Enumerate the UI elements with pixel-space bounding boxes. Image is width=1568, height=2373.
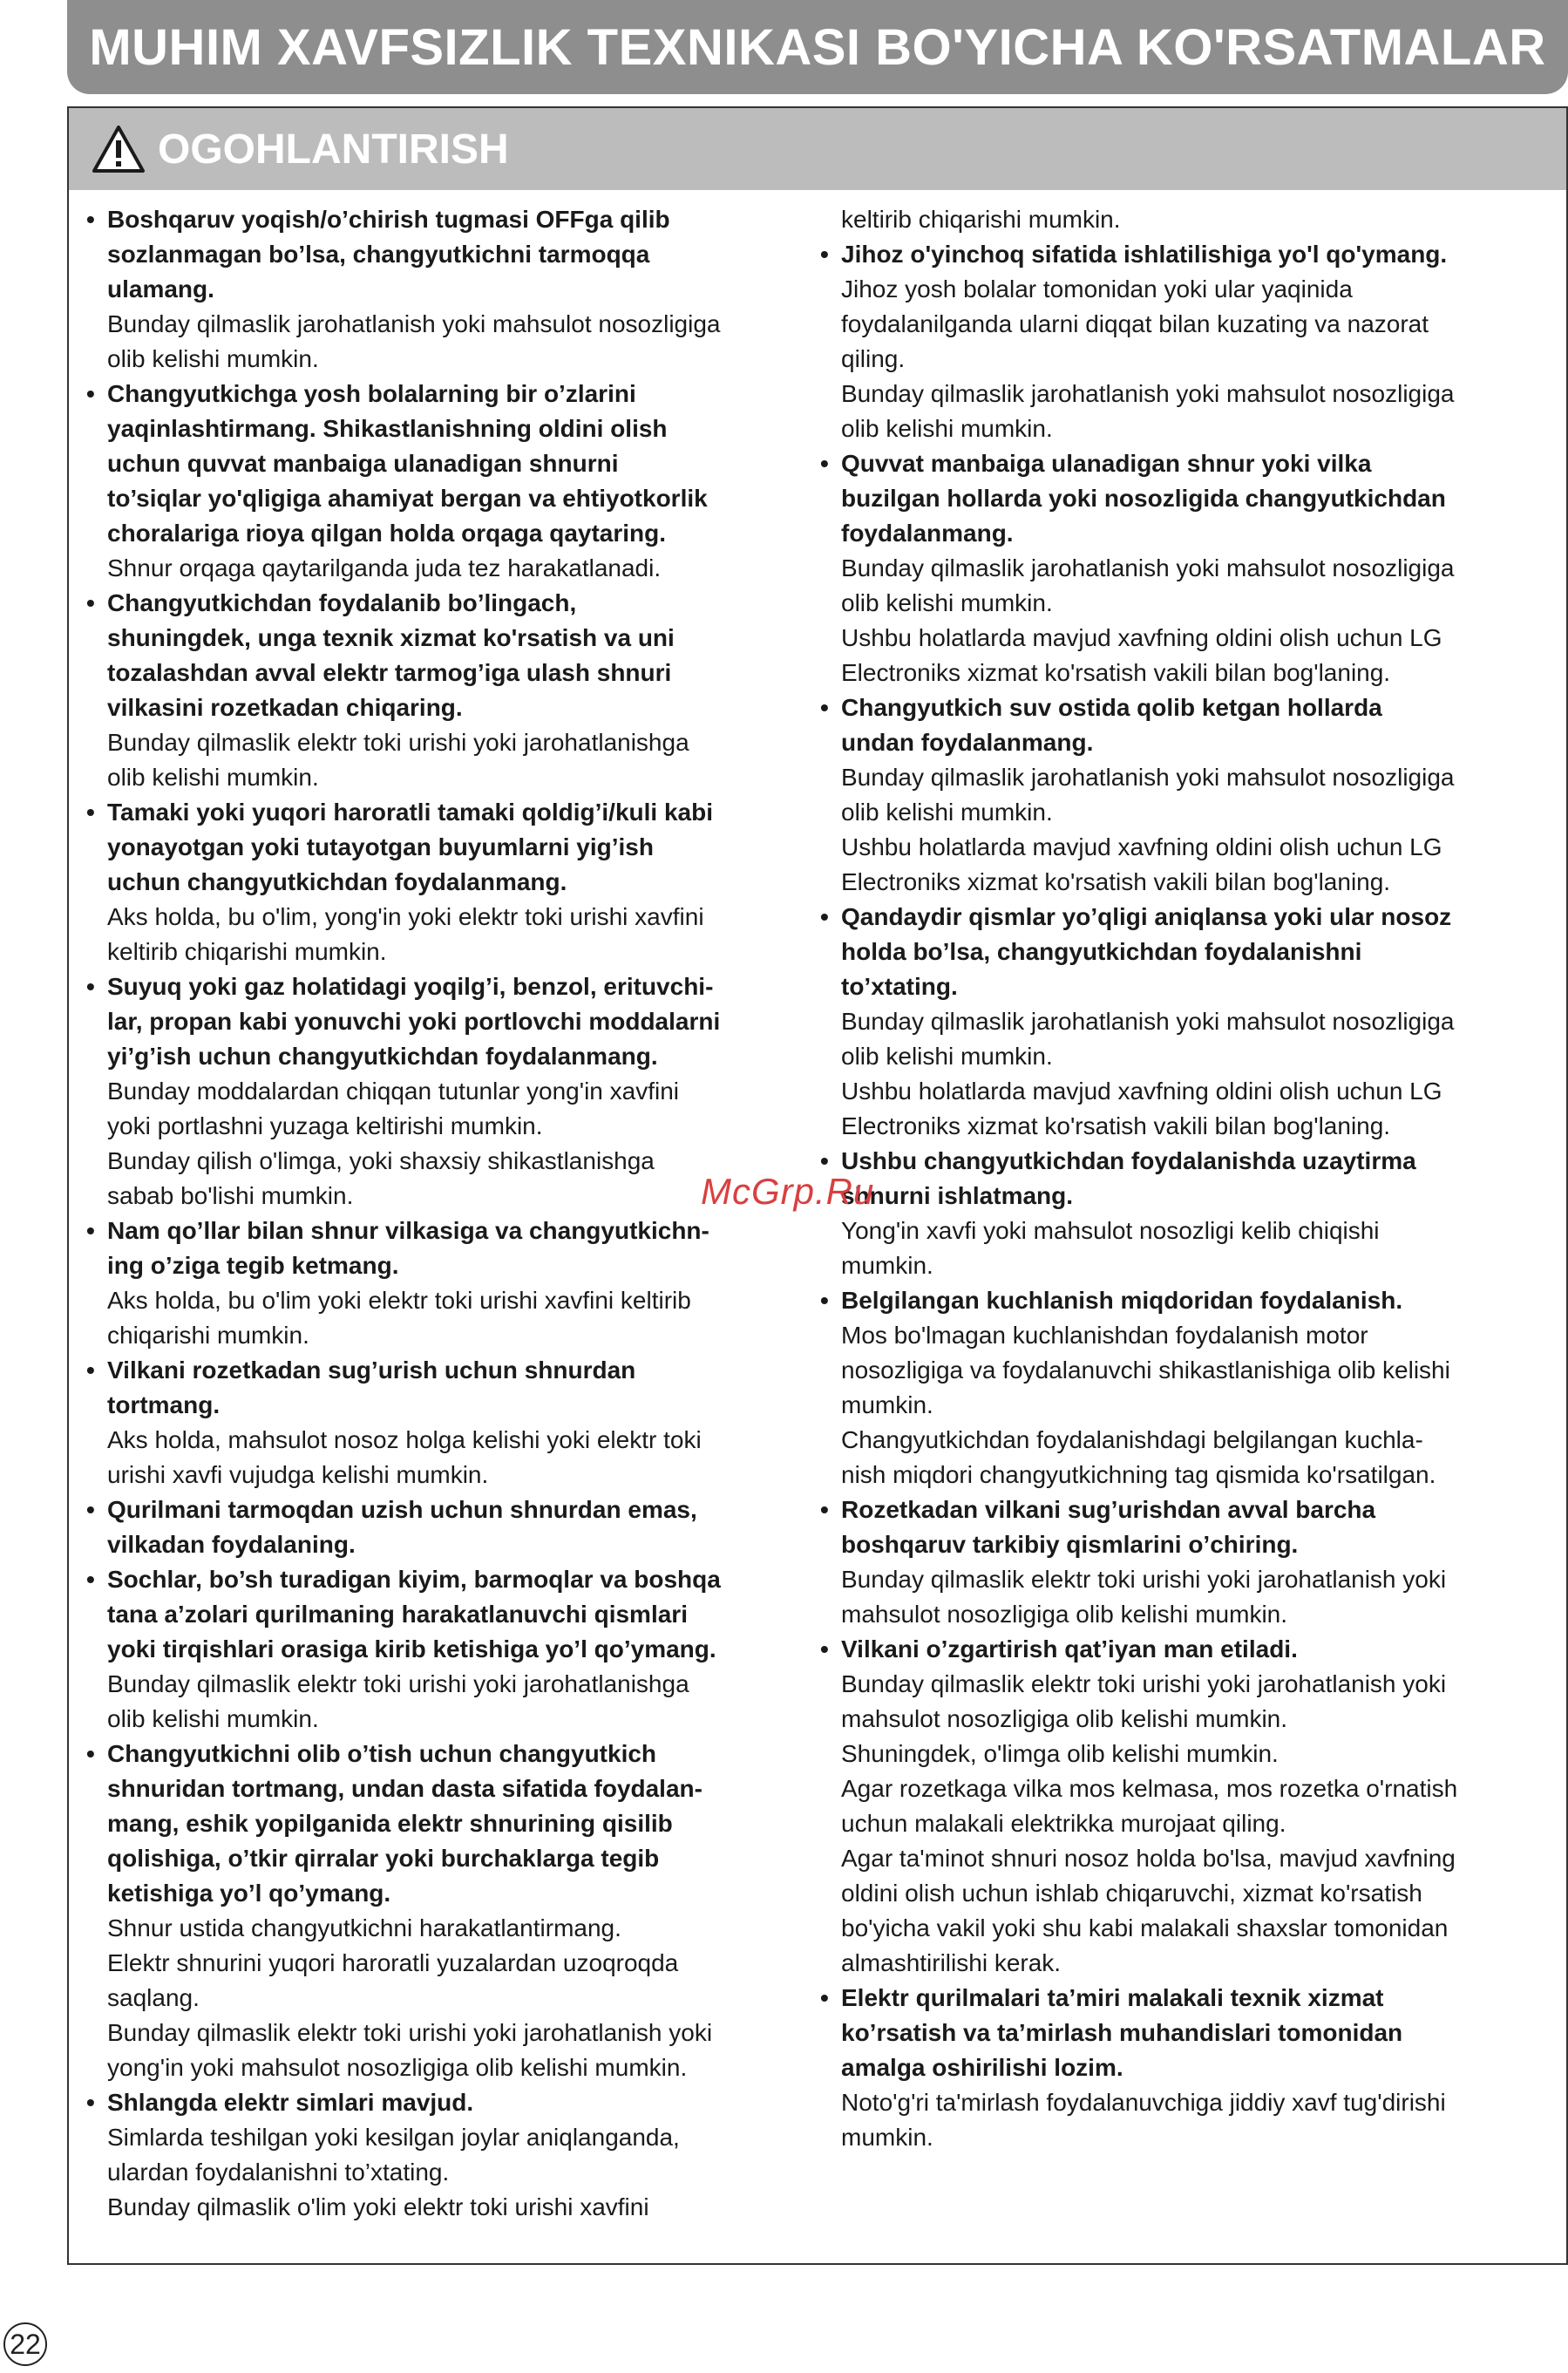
warning-item <box>820 1492 1559 1632</box>
warning-text-line: uchun malakali elektrikka murojaat qiling. <box>841 1810 1286 1837</box>
warning-text-line: olib kelishi mumkin. <box>107 764 319 791</box>
warning-text-line: Bunday qilmaslik jarohatlanish yoki mahsulot nosozligiga <box>841 1008 1455 1035</box>
warning-text-line: Simlarda teshilgan yoki kesilgan joylar aniqlanganda, <box>107 2124 680 2151</box>
warning-text-line: Aks holda, mahsulot nosoz holga kelishi yoki elektr toki <box>107 1426 702 1453</box>
bullet: • <box>820 694 829 721</box>
bullet: • <box>86 589 95 616</box>
warning-text-line: Bunday qilmaslik elektr toki urishi yoki jarohatlanishga <box>107 729 689 756</box>
warning-text-line: Bunday qilmaslik elektr toki urishi yoki jarohatlanish yoki <box>841 1566 1447 1593</box>
warning-heading-line: Ushbu changyutkichdan foydalanishda uzaytirma <box>841 1147 1416 1174</box>
warning-heading-line: Jihoz o'yinchoq sifatida ishlatilishiga yo'l qo'ymang. <box>841 241 1448 268</box>
warning-heading-line: yaqinlashtirmang. Shikastlanishning oldini olish <box>107 415 668 442</box>
warning-text-line: mahsulot nosozligiga olib kelishi mumkin. <box>841 1601 1288 1628</box>
warning-heading-line: to’xtating. <box>841 973 958 1000</box>
warning-text-line: Agar rozetkaga vilka mos kelmasa, mos rozetka o'rnatish <box>841 1775 1458 1802</box>
warning-header <box>69 108 1566 190</box>
warning-text-line: qiling. <box>841 345 906 372</box>
watermark: McGrp.Ru <box>701 1171 875 1212</box>
warning-text-line: Electroniks xizmat ko'rsatish vakili bilan bog'laning. <box>841 1112 1391 1139</box>
warning-heading-line: Changyutkichga yosh bolalarning bir o’zlarini <box>107 380 636 407</box>
bullet: • <box>86 2089 95 2116</box>
warning-heading-line: Sochlar, bo’sh turadigan kiyim, barmoqlar va boshqa <box>107 1566 721 1593</box>
warning-heading-line: choralariga rioya qilgan holda orqaga qaytaring. <box>107 520 667 547</box>
warning-text-line: almashtirilishi kerak. <box>841 1949 1062 1976</box>
warning-text-line: Bunday qilmaslik jarohatlanish yoki mahsulot nosozligiga <box>841 554 1455 581</box>
warning-item <box>86 1353 811 1492</box>
warning-item <box>820 900 1559 1144</box>
bullet: • <box>820 1635 829 1662</box>
warning-text-line: saqlang. <box>107 1984 200 2011</box>
warning-text-line: foydalanilganda ularni diqqat bilan kuzating va nazorat <box>841 310 1429 337</box>
bullet: • <box>86 1217 95 1244</box>
warning-heading-line: vilkadan foydalaning. <box>107 1531 356 1558</box>
warning-text-line: Shuningdek, o'limga olib kelishi mumkin. <box>841 1740 1279 1767</box>
bullet: • <box>820 903 829 930</box>
page-title: MUHIM XAVFSIZLIK TEXNIKASI BO'YICHA KO'RSATMALAR <box>89 18 1546 76</box>
warning-text-line: Noto'g'ri ta'mirlash foydalanuvchiga jiddiy xavf tug'dirishi <box>841 2089 1446 2116</box>
warning-heading-line: yonayotgan yoki tutayotgan buyumlarni yig’ish <box>107 833 654 860</box>
warning-text-line: keltirib chiqarishi mumkin. <box>107 938 387 965</box>
warning-heading-line: lar, propan kabi yonuvchi yoki portlovchi moddalarni <box>107 1008 721 1035</box>
warning-text-line: olib kelishi mumkin. <box>841 415 1053 442</box>
warning-text-line: yoki portlashni yuzaga keltirishi mumkin. <box>107 1112 543 1139</box>
warning-heading-line: Changyutkich suv ostida qolib ketgan hollarda <box>841 694 1382 721</box>
warning-item <box>86 202 811 377</box>
warning-heading-line: ko’rsatish va ta’mirlash muhandislari tomonidan <box>841 2019 1403 2046</box>
warning-text-line: olib kelishi mumkin. <box>841 1043 1053 1070</box>
warning-heading-line: Elektr qurilmalari ta’miri malakali texnik xizmat <box>841 1984 1384 2011</box>
warning-item <box>86 1214 811 1353</box>
warning-text-line: Electroniks xizmat ko'rsatish vakili bilan bog'laning. <box>841 868 1391 895</box>
warning-text-line: olib kelishi mumkin. <box>107 345 319 372</box>
warning-item <box>820 690 1559 900</box>
warning-text-line: olib kelishi mumkin. <box>841 589 1053 616</box>
bullet: • <box>86 1356 95 1384</box>
warning-text-line: Agar ta'minot shnuri nosoz holda bo'lsa, mavjud xavfning <box>841 1845 1456 1872</box>
warning-item <box>86 1737 811 2085</box>
warning-text-line: Yong'in xavfi yoki mahsulot nosozligi kelib chiqishi <box>841 1217 1380 1244</box>
warning-heading-line: shnuridan tortmang, undan dasta sifatida foydalan- <box>107 1775 703 1802</box>
warning-text-line: sabab bo'lishi mumkin. <box>107 1182 354 1209</box>
warning-heading-line: tana a’zolari qurilmaning harakatlanuvchi qismlari <box>107 1601 688 1628</box>
warning-heading-line: shnurni ishlatmang. <box>841 1182 1074 1209</box>
warning-text-line: Bunday qilmaslik jarohatlanish yoki mahsulot nosozligiga <box>107 310 721 337</box>
warning-item <box>820 1632 1559 1981</box>
warning-text-line: olib kelishi mumkin. <box>841 799 1053 826</box>
warning-item <box>820 1144 1559 1283</box>
warning-text-line: mumkin. <box>841 2124 933 2151</box>
warning-title: OGOHLANTIRISH <box>158 126 509 173</box>
warning-text-line: Shnur ustida changyutkichni harakatlantirmang. <box>107 1914 621 1941</box>
warning-heading-line: tozalashdan avval elektr tarmog’iga ulash shnuri <box>107 659 672 686</box>
warning-item <box>86 377 811 586</box>
warning-text-line: urishi xavfi vujudga kelishi mumkin. <box>107 1461 489 1488</box>
warning-text-line: Changyutkichdan foydalanishdagi belgilangan kuchla- <box>841 1426 1423 1453</box>
right-items <box>820 237 1559 2155</box>
warning-heading-line: holda bo’lsa, changyutkichdan foydalanishni <box>841 938 1362 965</box>
warning-item <box>820 237 1559 446</box>
warning-text-line: Jihoz yosh bolalar tomonidan yoki ular yaqinida <box>841 275 1353 303</box>
warning-text-line: mumkin. <box>841 1252 933 1279</box>
warning-text-line: mumkin. <box>841 1391 933 1418</box>
warning-text-line: olib kelishi mumkin. <box>107 1705 319 1732</box>
warning-heading-line: Tamaki yoki yuqori haroratli tamaki qoldig’i/kuli kabi <box>107 799 713 826</box>
warning-heading-line: Rozetkadan vilkani sug’urishdan avval barcha <box>841 1496 1376 1523</box>
warning-heading-line: Boshqaruv yoqish/o’chirish tugmasi OFFga qilib <box>107 206 670 233</box>
warning-heading-line: Suyuq yoki gaz holatidagi yoqilg’i, benzol, erituvchi- <box>107 973 714 1000</box>
warning-item <box>86 586 811 795</box>
warning-heading-line: undan foydalanmang. <box>841 729 1094 756</box>
title-banner <box>67 0 1568 94</box>
warning-text-line: Bunday qilmaslik elektr toki urishi yoki jarohatlanish yoki <box>107 2019 713 2046</box>
bullet: • <box>86 1740 95 1767</box>
warning-heading-line: boshqaruv tarkibiy qismlarini o’chiring. <box>841 1531 1299 1558</box>
left-column <box>86 202 811 2225</box>
warning-heading-line: shuningdek, unga texnik xizmat ko'rsatish va uni <box>107 624 675 651</box>
warning-heading-line: Quvvat manbaiga ulanadigan shnur yoki vilka <box>841 450 1372 477</box>
warning-text-line: Electroniks xizmat ko'rsatish vakili bilan bog'laning. <box>841 659 1391 686</box>
warning-text-line: yong'in yoki mahsulot nosozligiga olib kelishi mumkin. <box>107 2054 688 2081</box>
warning-heading-line: vilkasini rozetkadan chiqaring. <box>107 694 463 721</box>
bullet: • <box>820 241 829 268</box>
bullet: • <box>86 1566 95 1593</box>
bullet: • <box>86 973 95 1000</box>
warning-item <box>86 2085 811 2225</box>
bullet: • <box>86 206 95 233</box>
warning-heading-line: ulamang. <box>107 275 214 303</box>
warning-heading-line: Changyutkichni olib o’tish uchun changyutkich <box>107 1740 657 1767</box>
warning-heading-line: Vilkani rozetkadan sug’urish uchun shnurdan <box>107 1356 636 1384</box>
warning-text-line: Shnur orqaga qaytarilganda juda tez harakatlanadi. <box>107 554 662 581</box>
warning-heading-line: yi’g’ish uchun changyutkichdan foydalanmang. <box>107 1043 658 1070</box>
warning-text-line: Bunday qilmaslik jarohatlanish yoki mahsulot nosozligiga <box>841 380 1455 407</box>
warning-text-line: Bunday qilish o'limga, yoki shaxsiy shikastlanishga <box>107 1147 655 1174</box>
warning-heading-line: Nam qo’llar bilan shnur vilkasiga va changyutkichn- <box>107 1217 709 1244</box>
warning-heading-line: amalga oshirilishi lozim. <box>841 2054 1123 2081</box>
warning-text-line: ulardan foydalanishni to’xtating. <box>107 2159 450 2186</box>
bullet: • <box>820 450 829 477</box>
bullet: • <box>86 1496 95 1523</box>
warning-item <box>820 1283 1559 1492</box>
warning-heading-line: Qurilmani tarmoqdan uzish uchun shnurdan emas, <box>107 1496 697 1523</box>
warning-item <box>820 446 1559 690</box>
continued-text <box>820 202 1559 237</box>
warning-heading-line: Vilkani o’zgartirish qat’iyan man etiladi. <box>841 1635 1298 1662</box>
warning-text-line: Bunday qilmaslik elektr toki urishi yoki jarohatlanish yoki <box>841 1670 1447 1697</box>
right-column <box>820 202 1559 2155</box>
warning-heading-line: Shlangda elektr simlari mavjud. <box>107 2089 474 2116</box>
warning-heading-line: buzilgan hollarda yoki nosozligida changyutkichdan <box>841 485 1446 512</box>
warning-item <box>86 1492 811 1562</box>
warning-item <box>820 1981 1559 2155</box>
warning-heading-line: sozlanmagan bo’lsa, changyutkichni tarmoqqa <box>107 241 650 268</box>
warning-text-line: keltirib chiqarishi mumkin. <box>841 206 1121 233</box>
bullet: • <box>86 380 95 407</box>
warning-text-line: nish miqdori changyutkichning tag qismida ko'rsatilgan. <box>841 1461 1436 1488</box>
bullet: • <box>820 1984 829 2011</box>
warning-heading-line: Qandaydir qismlar yo’qligi aniqlansa yoki ular nosoz <box>841 903 1452 930</box>
warning-text-line: Elektr shnurini yuqori haroratli yuzalardan uzoqroqda <box>107 1949 679 1976</box>
warning-heading-line: uchun changyutkichdan foydalanmang. <box>107 868 567 895</box>
bullet: • <box>820 1147 829 1174</box>
warning-text-line: Ushbu holatlarda mavjud xavfning oldini olish uchun LG <box>841 833 1442 860</box>
bullet: • <box>86 799 95 826</box>
bullet: • <box>820 1496 829 1523</box>
page-number: 22 <box>3 2322 47 2366</box>
warning-text-line: bo'yicha vakil yoki shu kabi malakali shaxslar tomonidan <box>841 1914 1449 1941</box>
warning-heading-line: to’siqlar yo'qligiga ahamiyat bergan va ehtiyotkorlik <box>107 485 708 512</box>
warning-text-line: Bunday qilmaslik elektr toki urishi yoki jarohatlanishga <box>107 1670 689 1697</box>
warning-text-line: Ushbu holatlarda mavjud xavfning oldini olish uchun LG <box>841 1078 1442 1105</box>
warning-heading-line: tortmang. <box>107 1391 221 1418</box>
warning-text-line: oldini olish uchun ishlab chiqaruvchi, xizmat ko'rsatish <box>841 1880 1422 1907</box>
warning-text-line: Aks holda, bu o'lim, yong'in yoki elektr toki urishi xavfini <box>107 903 704 930</box>
warning-heading-line: yoki tirqishlari orasiga kirib ketishiga yo’l qo’ymang. <box>107 1635 716 1662</box>
warning-heading-line: foydalanmang. <box>841 520 1014 547</box>
warning-text-line: Bunday qilmaslik jarohatlanish yoki mahsulot nosozligiga <box>841 764 1455 791</box>
warning-heading-line: Belgilangan kuchlanish miqdoridan foydalanish. <box>841 1287 1403 1314</box>
warning-text-line: Bunday moddalardan chiqqan tutunlar yong'in xavfini <box>107 1078 680 1105</box>
warning-heading-line: ketishiga yo’l qo’ymang. <box>107 1880 391 1907</box>
warning-item <box>86 795 811 969</box>
warning-triangle-icon <box>92 125 146 173</box>
warning-text-line: mahsulot nosozligiga olib kelishi mumkin. <box>841 1705 1288 1732</box>
warning-heading-line: Changyutkichdan foydalanib bo’lingach, <box>107 589 577 616</box>
warning-item <box>86 1562 811 1737</box>
warning-text-line: Aks holda, bu o'lim yoki elektr toki urishi xavfini keltirib <box>107 1287 691 1314</box>
bullet: • <box>820 1287 829 1314</box>
warning-text-line: nosozligiga va foydalanuvchi shikastlanishiga olib kelishi <box>841 1356 1450 1384</box>
warning-text-line: Bunday qilmaslik o'lim yoki elektr toki urishi xavfini <box>107 2193 649 2220</box>
warning-text-line: Mos bo'lmagan kuchlanishdan foydalanish motor <box>841 1322 1368 1349</box>
warning-heading-line: uchun quvvat manbaiga ulanadigan shnurni <box>107 450 619 477</box>
warning-heading-line: mang, eshik yopilganida elektr shnurining qisilib <box>107 1810 673 1837</box>
warning-text-line: chiqarishi mumkin. <box>107 1322 309 1349</box>
warning-heading-line: ing o’ziga tegib ketmang. <box>107 1252 399 1279</box>
warning-text-line: Ushbu holatlarda mavjud xavfning oldini olish uchun LG <box>841 624 1442 651</box>
warning-heading-line: qolishiga, o’tkir qirralar yoki burchaklarga tegib <box>107 1845 660 1872</box>
